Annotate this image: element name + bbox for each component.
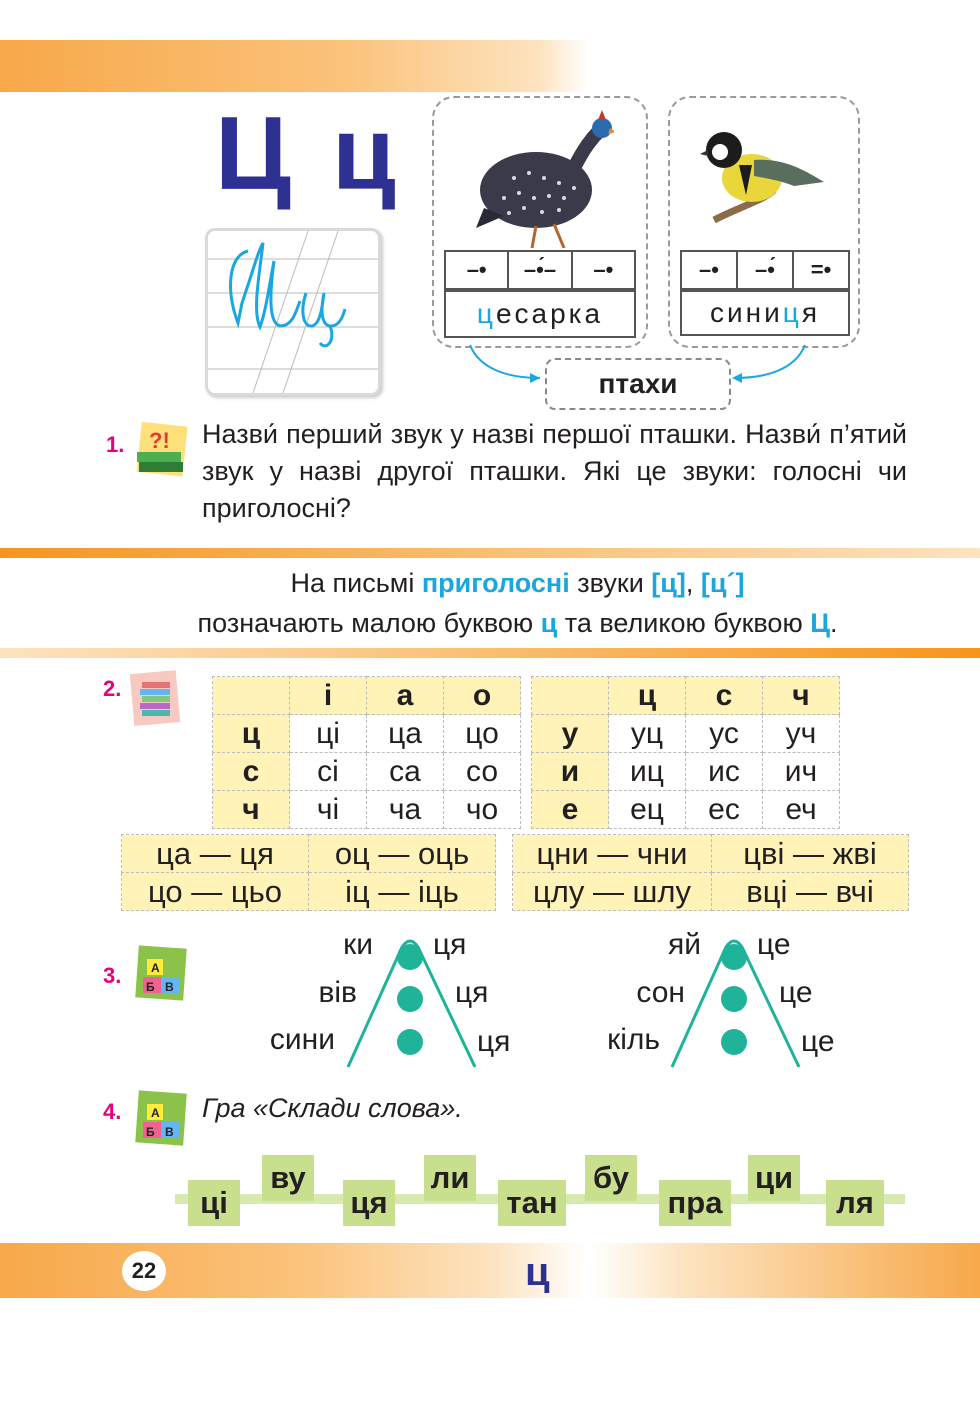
- syllable-tile[interactable]: ли: [424, 1155, 476, 1201]
- syllable-end: ця: [433, 928, 467, 961]
- guineafowl-illustration: [474, 108, 614, 248]
- table-cell: цни — чни: [513, 835, 712, 873]
- rule-text: та великою буквою: [557, 608, 811, 638]
- table-cell: ч: [763, 677, 840, 715]
- table-cell: ча: [367, 791, 444, 829]
- rule-highlight: [ц]: [651, 568, 686, 598]
- table-cell: чо: [444, 791, 521, 829]
- dot-marker: [721, 944, 747, 970]
- game-title: Гра «Склади слова».: [202, 1093, 463, 1123]
- scheme-cell: –•: [682, 252, 738, 288]
- table-row: [513, 873, 909, 911]
- syllable-end: ця: [477, 1025, 511, 1058]
- table-cell: цо — цьо: [122, 873, 309, 911]
- svg-text:В: В: [165, 980, 174, 994]
- big-letter-title: Ц ц: [215, 96, 402, 212]
- syllable-start: сини: [269, 1023, 335, 1056]
- question-books-icon: [133, 422, 189, 480]
- rule-text: ,: [685, 568, 701, 598]
- table-row: [122, 835, 496, 873]
- table-cell: оц — оць: [309, 835, 496, 873]
- table-cell: ч: [213, 791, 290, 829]
- table-cell: и: [532, 753, 609, 791]
- handwriting-lines: [208, 231, 378, 393]
- syllable-end: це: [779, 976, 813, 1009]
- table-row: [213, 791, 521, 829]
- table-row: [213, 715, 521, 753]
- syllable-tile[interactable]: бу: [585, 1155, 637, 1201]
- top-decor-bar: [0, 40, 980, 92]
- scheme-cell: =•: [810, 257, 832, 282]
- task-number-3: 3.: [103, 963, 122, 988]
- table-cell: а: [367, 677, 444, 715]
- table-cell: са: [367, 753, 444, 791]
- abc-blocks-icon: [133, 1090, 189, 1148]
- table-cell: ец: [609, 791, 686, 829]
- table-cell: цо: [444, 715, 521, 753]
- syllable-end: це: [757, 928, 791, 961]
- svg-text:Б: Б: [146, 1125, 155, 1139]
- rule-line-2: [0, 603, 980, 643]
- table-cell: ца — ця: [122, 835, 309, 873]
- dot-marker: [397, 944, 423, 970]
- word-pre: сини: [710, 297, 783, 328]
- bird-card-1: [432, 96, 648, 348]
- category-label: птахи: [545, 358, 731, 410]
- table-cell: [213, 677, 290, 715]
- scheme-cell: –•: [593, 257, 614, 282]
- task-number-4: 4.: [103, 1099, 122, 1124]
- table-cell: с: [213, 753, 290, 791]
- rule-highlight: приголосні: [421, 568, 570, 598]
- table-cell: цві — жві: [712, 835, 909, 873]
- bird-card-2: [668, 96, 860, 348]
- syllable-tile[interactable]: ву: [262, 1155, 314, 1201]
- scheme-cell: –•: [446, 252, 509, 288]
- syllable-tile[interactable]: ля: [826, 1180, 884, 1226]
- table-cell: ці: [290, 715, 367, 753]
- syllable-start: кіль: [607, 1023, 660, 1056]
- sound-scheme-1: [444, 250, 636, 290]
- rule-bottom-bar: [0, 648, 980, 658]
- table-cell: с: [686, 677, 763, 715]
- script-letter-box: [205, 228, 381, 396]
- rule-text: звуки: [569, 568, 652, 598]
- table-cell: иц: [609, 753, 686, 791]
- page-number: 22: [122, 1251, 166, 1291]
- syllable-start: яй: [667, 928, 701, 961]
- sound-scheme-2: [680, 250, 850, 290]
- rule-highlight: [ц´]: [700, 568, 745, 598]
- table-cell: ц: [213, 715, 290, 753]
- table-cell: со: [444, 753, 521, 791]
- table-cell: ца: [367, 715, 444, 753]
- word-box-2: [680, 290, 850, 336]
- table-cell: іц — іць: [309, 873, 496, 911]
- abc-blocks-icon: [133, 945, 189, 1003]
- syllable-table-left: [212, 676, 521, 829]
- table-cell: ес: [686, 791, 763, 829]
- syllable-tile[interactable]: ци: [748, 1155, 800, 1201]
- dot-marker: [721, 986, 747, 1012]
- rule-text: .: [829, 608, 838, 638]
- table-row: [532, 715, 840, 753]
- rule-highlight: Ц: [810, 608, 830, 638]
- pairs-table-left: [121, 834, 496, 911]
- rule-highlight: ц: [540, 608, 558, 638]
- table-cell: уч: [763, 715, 840, 753]
- task-number-2: 2.: [103, 676, 122, 701]
- table-row: [532, 677, 840, 715]
- table-row: [122, 873, 496, 911]
- table-row: [532, 791, 840, 829]
- syllable-start: вів: [318, 976, 357, 1009]
- table-cell: еч: [763, 791, 840, 829]
- table-cell: [532, 677, 609, 715]
- word-box-1: [444, 290, 636, 338]
- highlight-letter: ц: [782, 297, 802, 328]
- dot-marker: [397, 1029, 423, 1055]
- table-row: [513, 835, 909, 873]
- table-cell: уц: [609, 715, 686, 753]
- syllable-table-right: [531, 676, 840, 829]
- syllable-tile[interactable]: тан: [498, 1180, 566, 1226]
- syllable-end: ця: [455, 976, 489, 1009]
- books-stack-icon: [128, 670, 184, 728]
- word-post: я: [801, 297, 820, 328]
- table-cell: о: [444, 677, 521, 715]
- table-row: [213, 677, 521, 715]
- table-cell: е: [532, 791, 609, 829]
- scheme-cell: –•́: [738, 252, 794, 288]
- table-cell: вці — вчі: [712, 873, 909, 911]
- table-cell: ич: [763, 753, 840, 791]
- table-row: [532, 753, 840, 791]
- table-cell: у: [532, 715, 609, 753]
- svg-text:А: А: [151, 1106, 160, 1120]
- pairs-table-right: [512, 834, 909, 911]
- syllable-start: сон: [636, 976, 685, 1009]
- table-row: [213, 753, 521, 791]
- table-cell: цлу — шлу: [513, 873, 712, 911]
- table-cell: ц: [609, 677, 686, 715]
- rule-text: На письмі: [290, 568, 422, 598]
- scheme-cell: –•́–: [509, 252, 572, 288]
- syllable-tile[interactable]: ця: [343, 1180, 395, 1226]
- tit-illustration: [694, 120, 834, 230]
- table-cell: ис: [686, 753, 763, 791]
- table-cell: ус: [686, 715, 763, 753]
- footer-letter: ц: [525, 1250, 550, 1294]
- syllable-end: це: [801, 1025, 835, 1058]
- rule-top-bar: [0, 548, 980, 558]
- dot-marker: [721, 1029, 747, 1055]
- svg-text:Б: Б: [146, 980, 155, 994]
- rule-line-1: [0, 563, 980, 603]
- dot-marker: [397, 986, 423, 1012]
- svg-text:В: В: [165, 1125, 174, 1139]
- syllable-tile[interactable]: пра: [659, 1180, 731, 1226]
- highlight-letter: ц: [476, 298, 496, 329]
- task-number-1: 1.: [106, 432, 125, 457]
- syllable-start: ки: [343, 928, 373, 961]
- word-rest: есарка: [495, 298, 604, 329]
- table-cell: чі: [290, 791, 367, 829]
- svg-text:А: А: [151, 961, 160, 975]
- table-cell: і: [290, 677, 367, 715]
- svg-text:?!: ?!: [149, 428, 170, 453]
- rule-text: позначають малою буквою: [197, 608, 541, 638]
- task1-text: Назви́ перший звук у назві першої пташки. Назви́ п’ятий звук у назві другої пташки. Які це звуки: голосні чи приголосні?: [202, 419, 907, 523]
- syllable-tile[interactable]: ці: [188, 1180, 240, 1226]
- table-cell: сі: [290, 753, 367, 791]
